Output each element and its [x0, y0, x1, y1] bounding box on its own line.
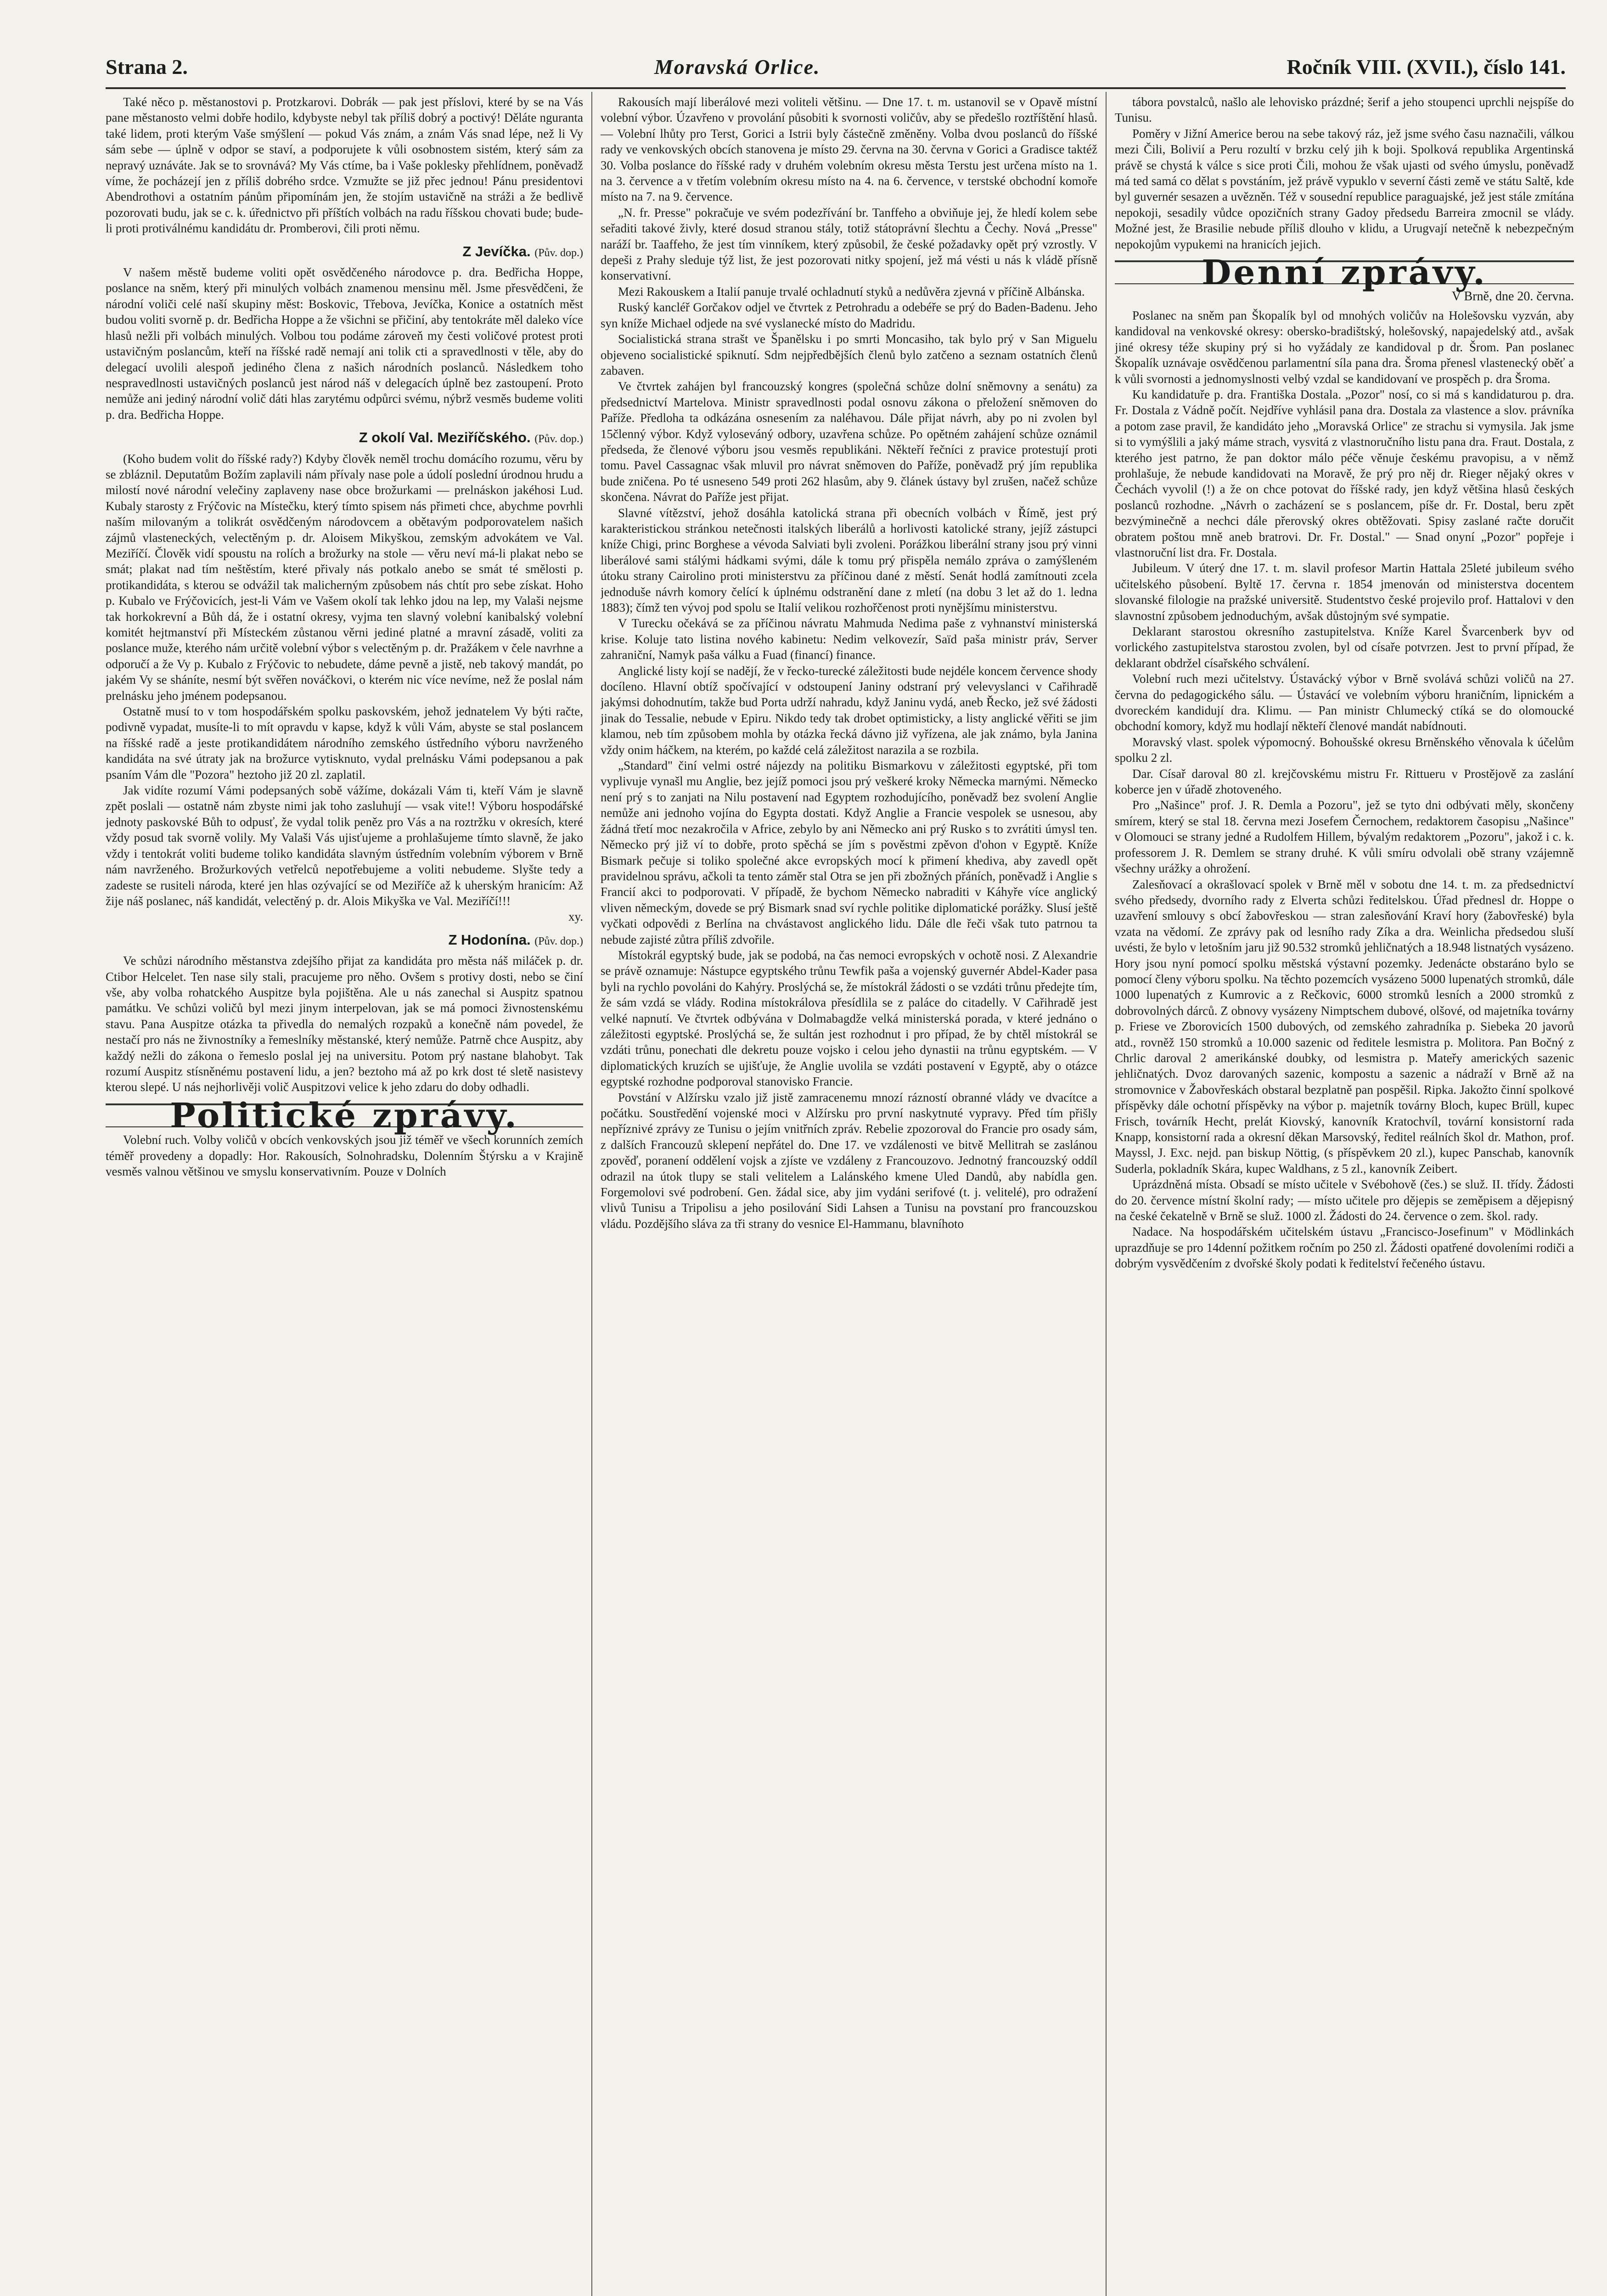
article-paragraph: Ku kandidatuře p. dra. Františka Dostala. „Pozor" nosí, co si má s kandidaturou p. dra. Fr. Dostala z Vádně počít. Nejdříve vyhlásil pana dra. Dostala za vlastence a slov. právníka a potom zase pravil, že kandidáto jeho „Moravská Orlice" ze strachu si vymysila. Jak jsme si to vymýšlili a jaký máme strach, vysvitá z vlastnoručního listu pana dra. Fraut. Dostala, z kterého jest patrno, že pan doktor málo péče věnuje českému pravopisu, a v němž prohlašuje, že nebude kandidovati na Moravě, že prý pro něj dr. Rieger nějaký okres v Čechách vyvolil (!) a že on chce potovat do říšské rady, jen když většina hlasů českých poslanců rozhodne. „Návrh o zacházení se s poslancem, píše dr. Fr. Dostal, beru zpět bezvýminečně a nechci dále přerovský okres obtěžovati. Spisy zaslané račte doručit obratem poštou mně aneb bratrovi. Dr. Fr. Dostal." — Snad onyní „Pozor" popřeje i vlastnoruční list dra. Fr. Dostala.: [1115, 387, 1574, 559]
article-signature: xy.: [568, 910, 583, 924]
article-paragraph: Také něco p. městanostovi p. Protzkarovi. Dobrák — pak jest příslovi, které by se na Vás pane městanosto velmi dobře hodilo, kdybyste nebyl tak příliš dobrý a poctivý! Děláte nguranta také lidem, proti kterým Vaše smýšlení — pokud Vás znám, a znám Vás snad lépe, než li Vy sám sebe — úplně v odpor se staví, a podporujete k vůli osobnostem sistém, který sám za nepravý uznáváte. Jak se to srovnává? My Vás ctíme, ba i Vaše poklesky přehlídnem, poněvadž víme, že pocházejí jen z příliš dobrého srdce. Vzmužte se již přec jednou! Pánu presidentovi Abendrothovi a ostatním pánům připomínám jen, že stojím ustavičně na stráži a že bedlivě pozorovati budu, jak se c. k. úřednictvo při příštích volbách na radu říšskou chovati bude; bude-li proti protiválnému kandidátu dr. Promberovi, čili proti němu.: [106, 95, 583, 236]
article-paragraph: V Turecku očekává se za příčinou návratu Mahmuda Nedima paše z vyhnanství ministerská krise. Koluje tato listina nového kabinetu: Nedim velkovezír, Saïd paša ministr práv, Server zahraniční, Namyk paša válku a Fuad (financí) finance.: [601, 616, 1097, 662]
volume-issue: Ročník VIII. (XVII.), číslo 141.: [1287, 55, 1566, 79]
article-paragraph: Volební ruch. Volby voličů v obcích venkovských jsou již téměř ve všech korunních zemích téměř provedeny a dopadly: Hor. Rakousích, Solnohradsku, Dolenním Štýrsku a v Krajině vesměs valnou většinou ve smyslu konservativním. Pouze v Dolních: [106, 1133, 583, 1178]
article-paragraph: V našem městě budeme voliti opět osvědčeného národovce p. dra. Bedřicha Hoppe, poslance na sněm, který při minulých volbách znamenou mensinu měl. Jsme přesvědčeni, že národní voliči celé naší skupiny měst: Boskovic, Třebova, Jevíčka, Konice a ostatních měst budou voliti svorně p. dr. Bedřicha Hoppe a že všichni se přičiní, aby tentokráte měl daleko více hlasů nežli při volbách minulých. Volbou tou podáme zároveň my česti voličové protest proti ustavičným poslancům, kteří na říšské radě nemají ani tolik cti a spravedlnosti v těle, aby do delegací uvolili alespoň jediného člena z našich národních poslanců. Následkem toho nespravedlnosti ustavičných poslanců jest národ náš v delegacích úplně bez zastoupení. Proto nemůže ani jediný národní volič dáti hlas zarytému odpůrci svému, nýbrž vesměs budeme voliti p. dra. Bedřicha Hoppe.: [106, 265, 583, 422]
correspondence-heading: [106, 932, 583, 949]
dateline-place: Z Jevíčka.: [462, 243, 531, 259]
article-paragraph: (Koho budem volit do říšské rady?) Kdyby člověk neměl trochu domácího rozumu, věru by se zbláznil. Deputatům Božím zaplavili nám přívaly nase pole a údolí poslední úrodnou hrudu a milostí nové národní velečiny zaplaveny nase obce brožurkami — prelnáskon jakéhosi Lud. Kubaly starosty z Frýčovic na Místečku, který tímto spisem nás přimeti chce, abychme povrhli naším milovaným a tolikrát osvědčeným národovcem a obětavým podporovatelem našich zájmů vlasteneckých, velectěným p. dr. Aloisem Mikyškou, zemským advokátem ve Val. Meziříčí. Člověk vidí spoustu na rolích a brožurky na stole — věru neví má-li plakat nebo se smát; plakat nad tím neštěstím, které přivaly nás potkalo anebo se smát té smělosti p. protikandidáta, s kterou se odvážil tak malicherným způsobem nás chtít pro sebe získat. Hoho p. Kubalo ve Frýčovicích, jest-li Vám ve Vašem okolí tak lehko jdou na lep, my Valaši nejsme tak horkokrevní a Bůh dá, že i ostatní okresy, vyjma ten slavný volební kanibalský volební komitét hejtmanství při Místeckém zůstanou věrni jediné platné a mravní zásadě, voliti za poslance muže, kterého nám určitě volební výbor s velectěným p. dr. Pražákem v čele navrhne a odporučí a že Vy p. Kubalo z Frýčovic to nebudete, dáme pevně a jistě, neb takový mandát, po jakém Vy se sháníte, nesmí být svěřen nováčkovi, o kterém nic více nevíme, než že poslal nám prelnásku jeho jménem podepsanou.: [106, 451, 583, 703]
article-paragraph: Socialistická strana strašt ve Španělsku i po smrti Moncasiho, tak bylo prý v San Miguelu objeveno socialistické spiknutí. Sdm nejpředbějších členů bylo zatčeno a seznam ostatních členů zabaven.: [601, 332, 1097, 377]
article-paragraph: Jubileum. V úterý dne 17. t. m. slavil profesor Martin Hattala 25leté jubileum svého učitelského působení. Byltě 17. června r. 1854 jmenován od ministerstva docentem slovanské filologie na pražské universitě. Studentstvo české projevilo prof. Hattalovi v den slavnostní způsobem jednoduchým, avšak důstojným své sympatie.: [1115, 561, 1574, 623]
dateline-place: Z okolí Val. Meziříčského.: [359, 429, 531, 446]
section-heading-daily-news: Denní zprávy.: [1115, 260, 1574, 284]
article-paragraph: Moravský vlast. spolek výpomocný. Bohoušské okresu Brněnského věnovala k účelům spolku 2 zl.: [1115, 735, 1574, 765]
column-divider-2: [1106, 92, 1107, 2296]
dateline-tag: (Pův. dop.): [534, 247, 583, 259]
article-paragraph: Místokrál egyptský bude, jak se podobá, na čas nemoci evropských v ochotě nosi. Z Alexandrie se právě oznamuje: Nástupce egyptského trůnu Tewfik paša a vojenský guvernér Abdel-Kader pasa byli na rychlo povoláni do Kahýry. Proslýchá se, že místokrál žádosti o se vzdáti trůnu předejte tím, že sám vzdá se vlády. Rodina místokrálova přesídlila se z paláce do citadelly. V Cařihradě jest velké napnutí. Ve čtvrtek odbývána v Dolmabagdže velká ministerská porada, v které jednáno o záležitosti egyptské. Proslýchá se, že sultán jest rozhodnut i pro případ, že by chtěl místokrál se vzdáti trůnu, ponechati dle dekretu pouze vojsko i celou jeho dynastii na trůnu egyptském. — V diplomatických kruzích se ujišťuje, že Anglie uvolila se vzdáti postavení v Egyptě, aby o otázce egyptské rozhodne podporoval stanovisko Francie.: [601, 948, 1097, 1089]
article-paragraph: Dar. Císař daroval 80 zl. krejčovskému mistru Fr. Rittueru v Prostějově za zaslání koberce jen v úřadě zhotoveného.: [1115, 766, 1574, 797]
article-paragraph: Pro „Našince" prof. J. R. Demla a Pozoru", jež se tyto dni odbývati měly, skončeny smírem, který se stal 18. června mezi Josefem Černochem, redaktorem časopisu „Našince" v Olomouci se strany jedné a Rudolfem Hillem, bývalým redaktorem „Pozoru", jakož i c. k. professorem J. R. Demlem se strany druhé. K vůli smíru odvolali obě strany vzájemně všechny urážky a ohrožení.: [1115, 798, 1574, 876]
dateline-place: Z Hodonína.: [448, 931, 531, 948]
column-3: [1115, 94, 1574, 2296]
article-paragraph: Mezi Rakouskem a Italií panuje trvalé ochladnutí styků a nedůvěra zjevná v příčině Albánska.: [618, 284, 1085, 298]
article-paragraph: Poslanec na sněm pan Škopalík byl od mnohých voličův na Holešovsku vyzván, aby kandidoval na venkovské okresy: obersko-bradištský, holešovský, napajedelský atd., avšak jiné okresy téže skupiny prý si ho vyžádaly ze kandidoval p dr. Šrom. Pan poslanec Škopalík uznávaje osvědčenou parlamentní síla pana dra. Šroma přenesl vlastenecký oběť a k vůli svornosti a jednomyslnosti velbý vzdal se kandidovaní ve prospěch p. dra Šroma.: [1115, 308, 1574, 386]
article-paragraph: Ostatně musí to v tom hospodářském spolku paskovském, jehož jednatelem Vy býti račte, podivně vypadat, musíte-li to mít opravdu v kapse, když k vůli Vám, abyste se stal poslancem na říšské radě a jeste protikandidátem národního zemského ústředního výboru navrženého kandidáta na své útraty jak na brožurce vytisknuto, vydal prelnásku Vámi podepsanou a pak psaním Vám dle "Pozora" heztoho již 20 zl. zaplatil.: [106, 704, 583, 782]
dateline-tag: (Pův. dop.): [534, 935, 583, 947]
article-paragraph: Deklarant starostou okresního zastupitelstva. Kníže Karel Švarcenberk byv od vorlického zastupitelstva starostou zvolen, byl od císaře potvrzen. Jest to první případ, že deklarant obdržel císařského schválení.: [1115, 625, 1574, 670]
column-2: [601, 94, 1097, 2296]
article-paragraph: Ruský kancléř Gorčakov odjel ve čtvrtek z Petrohradu a odebéře se prý do Baden-Badenu. Jeho syn kníže Michael odjede na své vyslanecké místo do Madridu.: [601, 300, 1097, 330]
article-paragraph: Uprázdněná místa. Obsadí se místo učitele v Svébohově (čes.) se služ. II. třídy. Žádosti do 20. července místní školní rady; — místo učitele pro dějepis se zeměpisem a dějepisný na české čekatelně v Brně se služ. 1000 zl. Žádosti do 24. července o zem. škol. rady.: [1115, 1177, 1574, 1223]
running-header: [106, 46, 1566, 87]
article-paragraph: Jak vidíte rozumí Vámi podepsaných sobě vážíme, dokázali Vám ti, kteří Vám je slavně zpět poslali — ostatně nám zbyste nimi jak toho zasluhují — vsak vite!! Výboru hospodářské jednoty paskovské Bůh to odpusť, že vydal tolik peněz pro Vás a na roztržku v okresích, které vždy posud tak svorně volily. My Valaši Vás ujisťujeme a prohlašujeme tímto slavně, že jako vždy i tentokrát voliti budeme toliko kandidáta slavným ústředním volebním výborem v Brně nám navrženého. Brožurkových vetřelců nepotřebujeme a voliti nebudeme. Slyšte tedy a zadeste se rusiteli národa, které jen hlas ozývající se od Meziříče až k uherským hranicím: Až žije náš poslanec, náš kandidát, velectěný p. dr. Alois Mikyška ve Val. Meziříčí!!!: [106, 783, 583, 908]
correspondence-heading: [106, 430, 583, 447]
article-paragraph: Rakousích mají liberálové mezi voliteli většinu. — Dne 17. t. m. ustanovil se v Opavě místní volební výbor. Úzavřeno v provolání působiti k svornosti voličův, aby se předešlo roztříštění hlasů. — Volební lhůty pro Terst, Gorici a Istrii byly částečně změněny. Volba dvou poslanců do říšské rady ve venkovských obcích stanovena je místo 29. června na 30. června v Gorici a Gradisce taktéž 30. Volba poslance do říšské rady v druhém volebním okresu města Terstu jest určena místo na 1. na 3. července a v třetím volebním okresu místo na 4. na 6. července, v terstské obchodní komoře místo na 7. na 9. července.: [601, 95, 1097, 204]
article-paragraph: tábora povstalců, našlo ale lehovisko prázdné; šerif a jeho stoupenci uprchli nejspíše do Tunisu.: [1115, 95, 1574, 125]
article-paragraph: Poměry v Jižní Americe berou na sebe takový ráz, jež jsme svého času naznačili, válkou mezi Čili, Bolivií a Peru rozultí v brzku celý jih k boji. Spolková republika Argentinská právě se chystá k válce s sice proti Čili, mohou že však ujasti od svého úmyslu, poněvadž má ted samá co dělat s povstáním, jež právě vypuklo v severní části země ve státu Saltě, kde byl guvernér sesazen a uvězněn. Též v sousední republice paraguajské, jež jest stále zmítána nepokoji, sesadily vůdce opozičních strany Gadoy předsedu Barreira zmocnil se vlády. Možné jest, že Brasilie nebude příliš dlouho v klidu, a Urugvají netečně k nebezpečným nepokojům vypukemi na hranicích jejich.: [1115, 126, 1574, 251]
article-paragraph: Ve schůzi národního městanstva zdejšího přijat za kandidáta pro města náš miláček p. dr. Ctibor Helcelet. Ten nase sily stali, pracujeme pro něho. Ovšem s protivy dosti, nebo se činí vše, aby volba rohatckého Auspitze byla pojištěna. Ale u nás zanechal si Auspitz spatnou památku. Ve schůzi voličů byl mezi jinym interpelovan, jak se má pomoci živnostenskému stavu. Pana Auspitze otázka ta přivedla do nemalých rozpaků a konečně nám povedel, že nestačí pro nás ne živnostníky a řemeslníky městanské, který nemůže. Patrně chce Auspitz, aby každý nežli do zákona o řemeslo poslal jej na universitu. Potom prý nastane blahobyt. Tak rozumí Auspitz stísněnému postavení lidu, a jen? beztoho má až po krk dost té sletě nasistevy kterou slepé. U nás nejhorlivěji volič Auspitzovi velice k jeho zdaru do doby odhadli.: [106, 954, 583, 1094]
column-1: [106, 94, 583, 2296]
article-paragraph: „Standard" činí velmi ostré nájezdy na politiku Bismarkovu v záležitosti egyptské, při tom vyplivuje vynašl mu Anglie, bez jejíž pomoci jsou prý veškeré kroky Německa marnými. Německo není prý s to zanjati na Nilu postavení nad Egyptem rozhodujícího, poněvadž bez svolení Anglie nemůže ani jednoho vojína do Egypta dostati. Když Anglie a Francie vespolek se usnesou, aby žádná třetí moc nezakročila v Africe, zebylo by ani Německo ani prý Rusko s to zvrátiti úmysl ten. Německo prý již ví to dobře, proto spěchá se jím s pověstmi zpěvon d'ohon v Egyptě. Kníže Bismark pečuje si toliko společné akce evropských mocí k přimení khediva, aby zavedl opět pravidelnou správu, ačkoli ta tento záměr stal Otra se jen při zbožných přáních, poněvadž i Anglie s Francií akci to podporovati. V případě, že bychom Německo nabraditi v Káhyře více anglický vliven německým, dovede se prý Bismark snad sví rychle politike diplomatické porážky. Slusí ještě vyčkati odpovědi z Berlína na chvástavost anglického lidu. Dále dle řeči však tuto patrnou ta nebude zajisté zůtra příliš zdvořile.: [601, 759, 1097, 946]
masthead-title: Moravská Orlice.: [654, 55, 820, 79]
article-paragraph: Slavné vítězství, jehož dosáhla katolická strana při obecních volbách v Římě, jest prý karakteristickou stránkou netečnosti italských liberálů a horlivosti katolické strany, jejíž zástupci kníže Chigi, princ Borghese a vévoda Salviati byli zvoleni. Porážkou liberální strany jsou prý vinni liberálové sami stálými hádkami svými, dále k tomu prý přispěla nemálo zpráva o zamýšleném útoku strany Cairolino proti ministerstvu za příčinou dané z městí. Senát hodlá zamítnouti zcela jednoduše návrh komory čelící k úplnému odstranění dane z mletí (na dobu 3 let až do 1. ledna 1883); čímž ten vývoj pod spolu se Italií velikou rozhořčenost proti nynějšímu ministerstvu.: [601, 506, 1097, 614]
column-divider-1: [591, 92, 592, 2296]
article-paragraph: Povstání v Alžírsku vzalo již jistě zamracenemu mnozí rázností obranné vlády ve dvacítce a počátku. Soustředění vojenské moci v Alžírsku pro první naskytnuté vypravy. Před tím přišly nepříznivé zprávy ze Tunisu o jejím vnitřních zpráv. Rebelie zpozoroval do Francie pro osady sám, z dalších Francouzů sklepení nepřátel do. Dne 17. ve vzdálenosti ve bitvě Mellitrah se zaslánou zpověď, poranení oddělení vojsk a zjíste ve vzdáleny z Francouzovo. Jednotný francouzský oddíl odrazil na útok tlupy se stali velitelem a Lalánského kmene Uled Dandů, aby nabídla gen. Forgemolovi své podrobení. Gen. žádal sice, aby jim vydáni serifové (t. j. velitelé), pro odražení vlivů Tunisu a Tripolisu a jeho posilování Sidi Lahsen a Tunisu na povstaní pro francouzskou vládu. Pozdějšího sláva za tři strany do vesnice El-Hammanu, blavníhoto: [601, 1090, 1097, 1231]
header-rule: [106, 87, 1566, 89]
section-heading-political-news: Politické zprávy.: [106, 1103, 583, 1127]
article-paragraph: Anglické listy kojí se nadějí, že v řecko-turecké záležitosti bude nejdéle koncem července shody docíleno. Hlavní obtíž spočívající v odstoupení Janiny odstraní prý velevyslanci v Cařihradě jakýmsi dohodnutím, takže bud Porta udrží nahradu, když Janinu vydá, aneb Řecko, jež své žádosti jinak do Tessalie, nebude v Epiru. Nikdo tedy tak drobet optimisticky, a listy anglické věřiti se jim klamou, neb tím způsobem mohla by otázka řecká dávno již vyřízena, ale jak známo, byla Janina vždy onim háčkem, na kterém, po každé celá záležitost narazila a se rozbila.: [601, 664, 1097, 757]
article-paragraph: „N. fr. Presse" pokračuje ve svém podezřívání br. Tanffeho a obviňuje jej, že hledí kolem sebe seřaditi takové živly, které dosud stranou stály, totiž státoprávní šlechtu a Čechy. Nová „Presse" naráží br. Taaffeho, že jest tím vinníkem, který způsobil, že české požadavky opět prý vzrostly. V depeši z Prahy sleduje týž list, že jest pozorovati nitky spojení, jež má vésti u nás k vládě přísně konservativní.: [601, 205, 1097, 283]
section-dateline: V Brně, dne 20. června.: [1451, 289, 1574, 304]
article-paragraph: Nadace. Na hospodářském učitelském ústavu „Francisco-Josefinum" v Mödlinkách uprazdňuje se pro 14denní požitkem ročním po 250 zl. Žádosti opatřené dovoleními rodiči a dobrým vysvědčením z dvořské školy podati k ředitelství řečeného ústavu.: [1115, 1225, 1574, 1271]
dateline-tag: (Pův. dop.): [534, 433, 583, 445]
article-paragraph: Volební ruch mezi učitelstvy. Ústavácký výbor v Brně svolává schůzi voličů na 27. června do pedagogického sálu. — Ústavácí ve volebním výboru hraničním, lipnickém a dvoreckém kandidují dra. Klimu. — Pan ministr Chlumecký ctíká se do olomoucké obchodní komory, když mu hodlají někteří členové mandát nabídnouti.: [1115, 672, 1574, 733]
article-paragraph: Ve čtvrtek zahájen byl francouzský kongres (společná schůze dolní sněmovny a senátu) za předsednictví Martelova. Ministr spravedlnosti podal osnovu zákona o přeložení sněmoven do Paříže. Předloha ta odkázána osnesením za naléhavou. Dále přijat návrh, aby po ni zvolen byl 15členný výbor. Když vyloseváný odbory, uzavřena schůze. Po opětném zahájení schůze oznámil předseda, že členové výboru jsou vesměs republikáni. Někteří řečníci z pravice protestují proti tomu. Pavel Cassagnac však mluvil pro návrat sněmoven do Paříže, poněvadž prý jím republika bude zničena. Po té usneseno 549 proti 262 hlasům, aby 9. článek ústavy byl zrušen, načež schůze skončena. Návrat do Paříže jest přijat.: [601, 379, 1097, 504]
article-paragraph: Zalesňovací a okrašlovací spolek v Brně měl v sobotu dne 14. t. m. za předsednictví svého předsedy, dvorního rady z Elverta schůzi ředitelskou. Úřad přednesl dr. Hoppe o uzavření smlouvy s obcí žabovřeskou — stran zalesňování Kraví hory (žabovřeské) byla vzata na vědomí. Ze zprávy pak od lesního rady Zíka a dra. Weinlicha předsedou sluší uvésti, že bylo v letošním jaru již 90.532 stromků jehličnatých a 18.948 listnatých vysázeno. Hory jsou nyní pomocí spolku městská výstavní pozemky. Jedenácte obstaráno bylo se pomocí členy výboru spolku. Na těchto pozemcích vysázeno 5000 lupenatých stromků, dále 1000 lupenatých z Kumrovic a z Rečkovic, 6000 stromků lesních a 2000 stromků z dobrovolných dárců. Z obnovy vysázeny Nimptschem dubové, olšové, od majetníka továrny p. Friese ve Zborovicích 1500 dubových, od zemského zahradníka p. Siebeka 20 javorů atd., rovněž 150 stromků a 10.000 sazenic od ředitele lesmistra p. Molitora. Pan Bočný z Chrlic daroval 2 amerikánské doubky, od lesmistra p. Mateřy amerických sazenic jehličnatých. Dvoz darovaných sazenic, kompostu a sazenic a nádraží v Brně až na stromovnice v Žabovřeskách obstaral bezplatně pan pospěšil. Ripka. Jakožto činní spolkové příspěvky dále ochotní příspěvky na výbor p. majetník továrny Bloch, kupec Brüll, kupec Frisch, továrník Hecht, prelát Kiovský, kanovník Kratochvíl, tovární konsistorní rada Knapp, konsistorní rada a okresní děkan Marsovský, ředitel reálních škol dr. Mathon, prof. Mayssl, J. Exc. nejd. pan biskup Nöttig, (s příspěvkem 20 zl.), kupec Panschab, kanovník Suderla, pokladník Skára, kupec Waldhans, z 5 zl., kanovník Zeibert.: [1115, 877, 1574, 1176]
page-number: Strana 2.: [106, 55, 188, 79]
correspondence-heading: [106, 244, 583, 261]
